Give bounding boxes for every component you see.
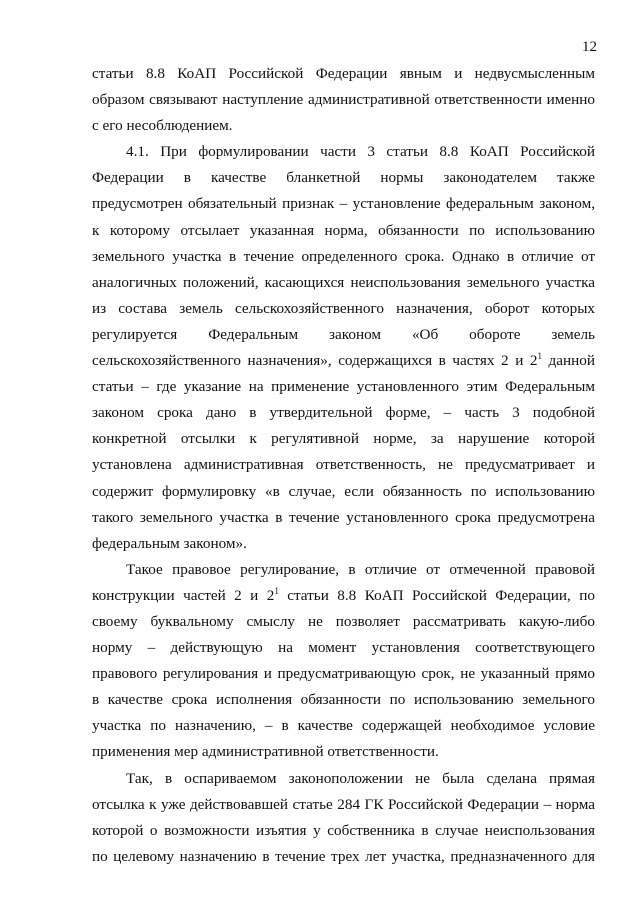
text-line [92, 139, 595, 165]
text-line-content: в качестве срока исполнения обязанности по использованию земельного [92, 691, 595, 709]
text-line [92, 818, 595, 844]
text-line [92, 609, 595, 635]
text-line [92, 557, 595, 583]
text-line-content: статьи 8.8 КоАП Российской Федерации явным и недвусмысленным [92, 65, 595, 82]
text-line-content: по целевому назначению в течение трех лет участка, предназначенного для [92, 847, 595, 865]
text-line-content: правового регулирования и предусматривающую срок, не указанный прямо [92, 665, 595, 683]
text-line-content: своему буквальному смыслу не позволяет рассматривать какую-либо [92, 612, 595, 630]
text-line-content: Так, в оспариваемом законоположении не была сделана прямая [126, 769, 595, 787]
text-line [92, 244, 595, 270]
text-line-content: земельного участка в течение определенного срока. Однако в отличие от [92, 247, 595, 265]
text-line-content: которой о возможности изъятия у собственника в случае неиспользования [92, 821, 595, 839]
superscript: 1 [537, 351, 542, 362]
text-line-content: законом срока дано в утвердительной форме, – часть 3 подобной [92, 404, 595, 422]
text-line [92, 792, 595, 818]
text-line [92, 270, 595, 296]
text-line [92, 426, 595, 452]
text-line-continuation: статьи 8.8 КоАП Российской Федерации, по [278, 586, 595, 604]
text-line [92, 713, 595, 739]
text-line-content: установлена административная ответственность, не предусматривает и [92, 456, 595, 474]
page-number: 12 [582, 39, 597, 55]
text-line [92, 739, 595, 765]
text-line [92, 844, 595, 870]
text-line-content: сельскохозяйственного назначения», содержащихся в частях 2 и 2 [92, 352, 538, 370]
text-line [92, 113, 595, 139]
text-line-content: 4.1. При формулировании части 3 статьи 8.8 КоАП Российской [126, 143, 595, 161]
text-line [92, 687, 595, 713]
text-line [92, 766, 595, 792]
text-line-content: участка по назначению, – в качестве содержащей необходимое условие [92, 717, 595, 735]
text-line [92, 61, 595, 87]
text-line-content: конструкции частей 2 и 2 [92, 586, 275, 604]
text-line-content: Федерации в качестве бланкетной нормы законодателем также [92, 169, 595, 187]
superscript: 1 [274, 585, 279, 596]
text-line [92, 87, 595, 113]
text-line-content: статьи – где указание на применение установленного этим Федеральным [92, 378, 595, 396]
text-line [92, 452, 595, 478]
text-line [92, 531, 595, 557]
text-line [92, 165, 595, 191]
text-line [92, 348, 595, 374]
text-line-content: предусмотрен обязательный признак – установление федеральным законом, [92, 195, 595, 213]
text-line-content: отсылка к уже действовавшей статье 284 ГК Российской Федерации – норма [92, 795, 595, 813]
text-line [92, 296, 595, 322]
text-line-continuation: данной [541, 352, 595, 370]
text-line-content: Такое правовое регулирование, в отличие от отмеченной правовой [126, 560, 595, 578]
text-line-content: аналогичных положений, касающихся неиспользования земельного участка [92, 273, 595, 291]
text-line-content: применения мер административной ответственности. [92, 743, 439, 761]
text-line [92, 322, 595, 348]
text-line-content: конкретной отсылки к регулятивной норме, за нарушение которой [92, 430, 595, 448]
text-line-content: к которому отсылает указанная норма, обязанности по использованию [92, 221, 595, 239]
text-line-content: регулируется Федеральным законом «Об обороте земель [92, 325, 595, 343]
text-line-content: образом связывают наступление административной ответственности именно [92, 91, 595, 109]
text-line [92, 635, 595, 661]
text-line [92, 505, 595, 531]
text-line [92, 400, 595, 426]
body-text [92, 61, 595, 870]
text-line-content: содержит формулировку «в случае, если обязанность по использованию [92, 482, 595, 500]
text-line [92, 218, 595, 244]
text-line [92, 374, 595, 400]
text-line [92, 479, 595, 505]
text-line-content: такого земельного участка в течение установленного срока предусмотрена [92, 508, 595, 526]
text-line-content: из состава земель сельскохозяйственного назначения, оборот которых [92, 299, 595, 317]
text-line-content: с его несоблюдением. [92, 117, 233, 135]
text-line [92, 661, 595, 687]
text-line [92, 191, 595, 217]
text-line-content: норму – действующую на момент установления соответствующего [92, 639, 595, 657]
text-line-content: федеральным законом». [92, 534, 247, 552]
text-line [92, 583, 595, 609]
